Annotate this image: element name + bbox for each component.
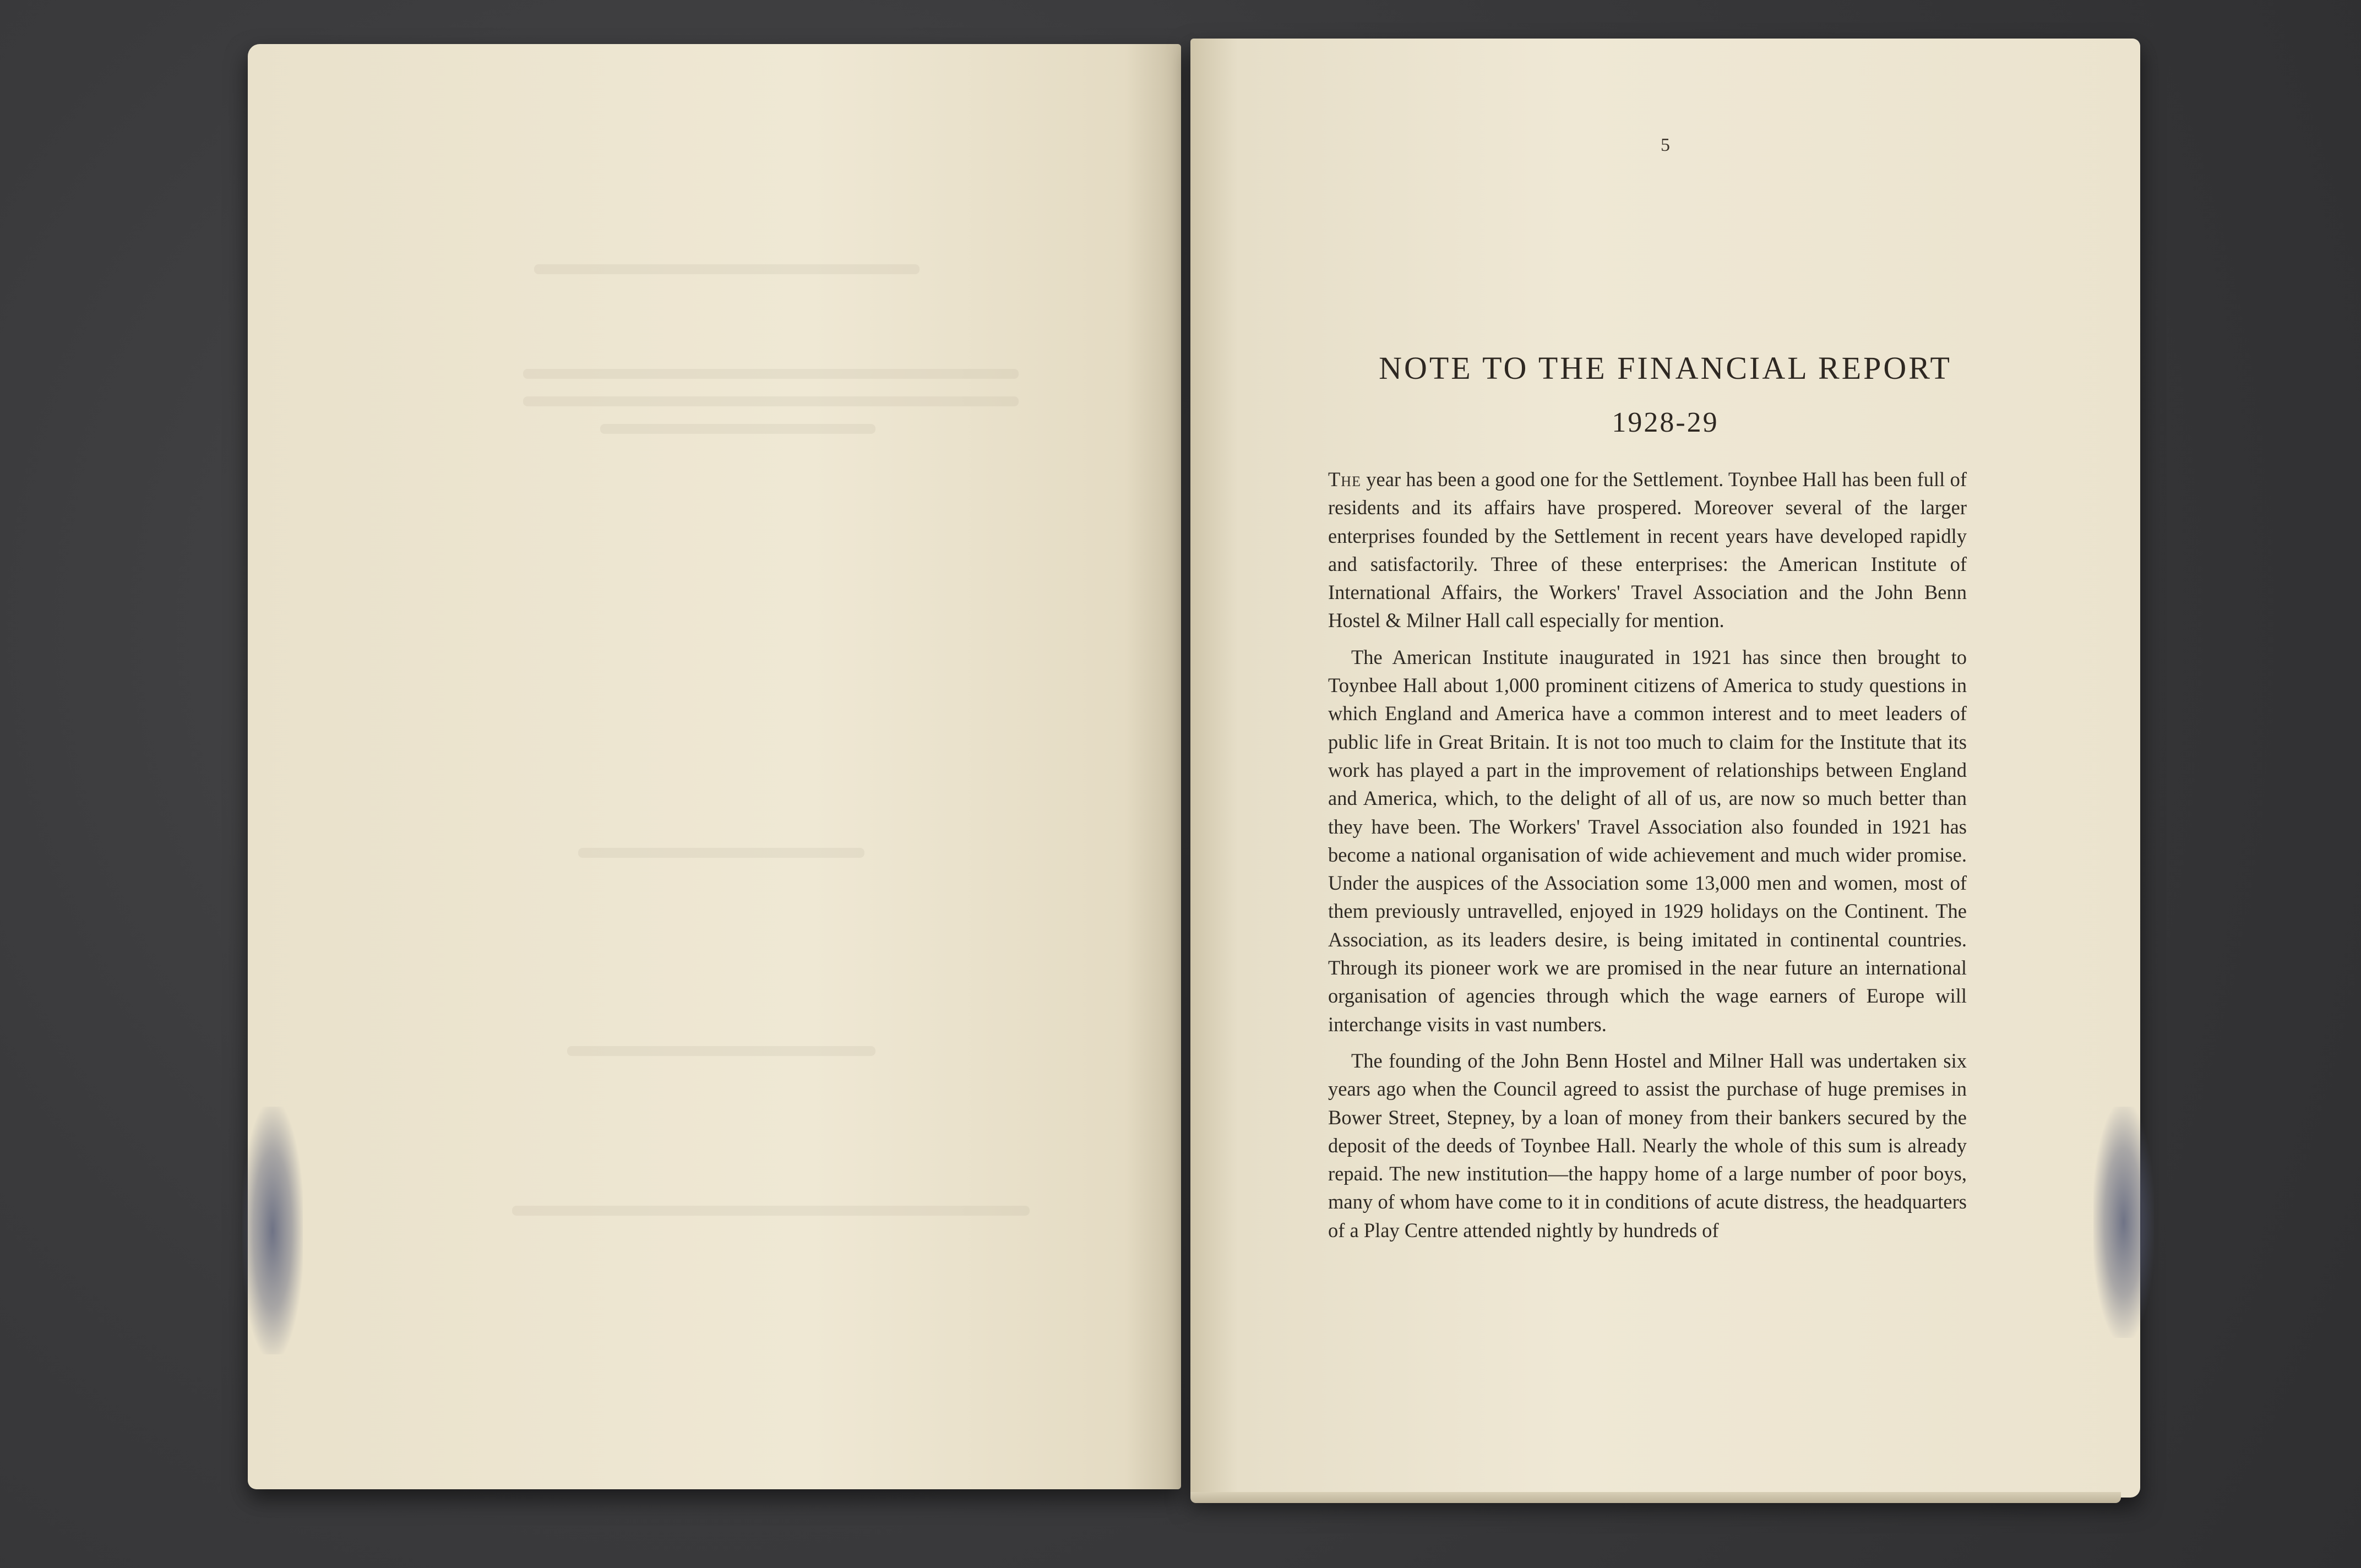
page-edges [1190,1492,2121,1503]
water-stain [2093,1107,2154,1338]
right-page [1190,39,2140,1498]
paragraph-2: The American Institute inaugurated in 1921 has since then brought to Toynbee Hall about 1,000 prominent citizens of America to study questions in which England and America have a common interest and to meet leaders of public life in Great Britain. It is not too much to claim for the Institute that its work has played a part in the improvement of relationships between England and America, which, to the delight of all of us, are now so much better than they have been. The Workers' Travel Association also founded in 1921 has become a national organisation of wide achievement and much wider promise. Under the auspices of the Association some 13,000 men and women, most of them previously untravelled, enjoyed in 1929 holidays on the Continent. The Association, as its leaders desire, is being imitated in continental countries. Through its pioneer work we are promised in the near future an international organisation of agencies through which the wage earners of Europe will interchange visits in vast numbers. [1328,645,1967,1036]
page-subtitle: 1928-29 [1612,407,1719,438]
bleed-through-text [523,369,1019,379]
paragraph-3: The founding of the John Benn Hostel and Milner Hall was undertaken six years ago when the Council agreed to assist the purchase of huge premises in Bower Street, Stepney, by a loan of money from their bankers secured by the deposit of the deeds of Toynbee Hall. Nearly the whole of this sum is already repaid. The new institution—the happy home of a large number of poor boys, many of whom have come to it in conditions of acute distress, the headquarters of a Play Centre attended nightly by hundreds of [1328,1049,1967,1242]
paragraph-1-text: year has been a good one for the Settlement. Toynbee Hall has been full of residents and its affairs have prospered. Moreover several of the larger enterprises founded by the Settlement in recent years have developed rapidly and satisfactorily. Three of these enterprises: the American Institute of International Affairs, the Workers' Travel Association and the John Benn Hostel & Milner Hall call especially for mention. [1328,468,1967,632]
page-number: 5 [1661,135,1670,155]
bleed-through-text [578,848,864,858]
bleed-through-text [523,396,1019,406]
bleed-through-text [567,1046,875,1056]
water-stain [242,1107,303,1354]
report-body [1328,465,1967,1253]
open-booklet [248,39,2142,1503]
paragraph-1 [1328,465,1967,635]
paragraph-1-lead: The [1328,468,1361,491]
bleed-through-text [534,264,920,274]
left-page [248,44,1181,1489]
bleed-through-text [600,424,875,434]
bleed-through-text [512,1206,1030,1216]
page-title: NOTE TO THE FINANCIAL REPORT [1379,350,1952,386]
